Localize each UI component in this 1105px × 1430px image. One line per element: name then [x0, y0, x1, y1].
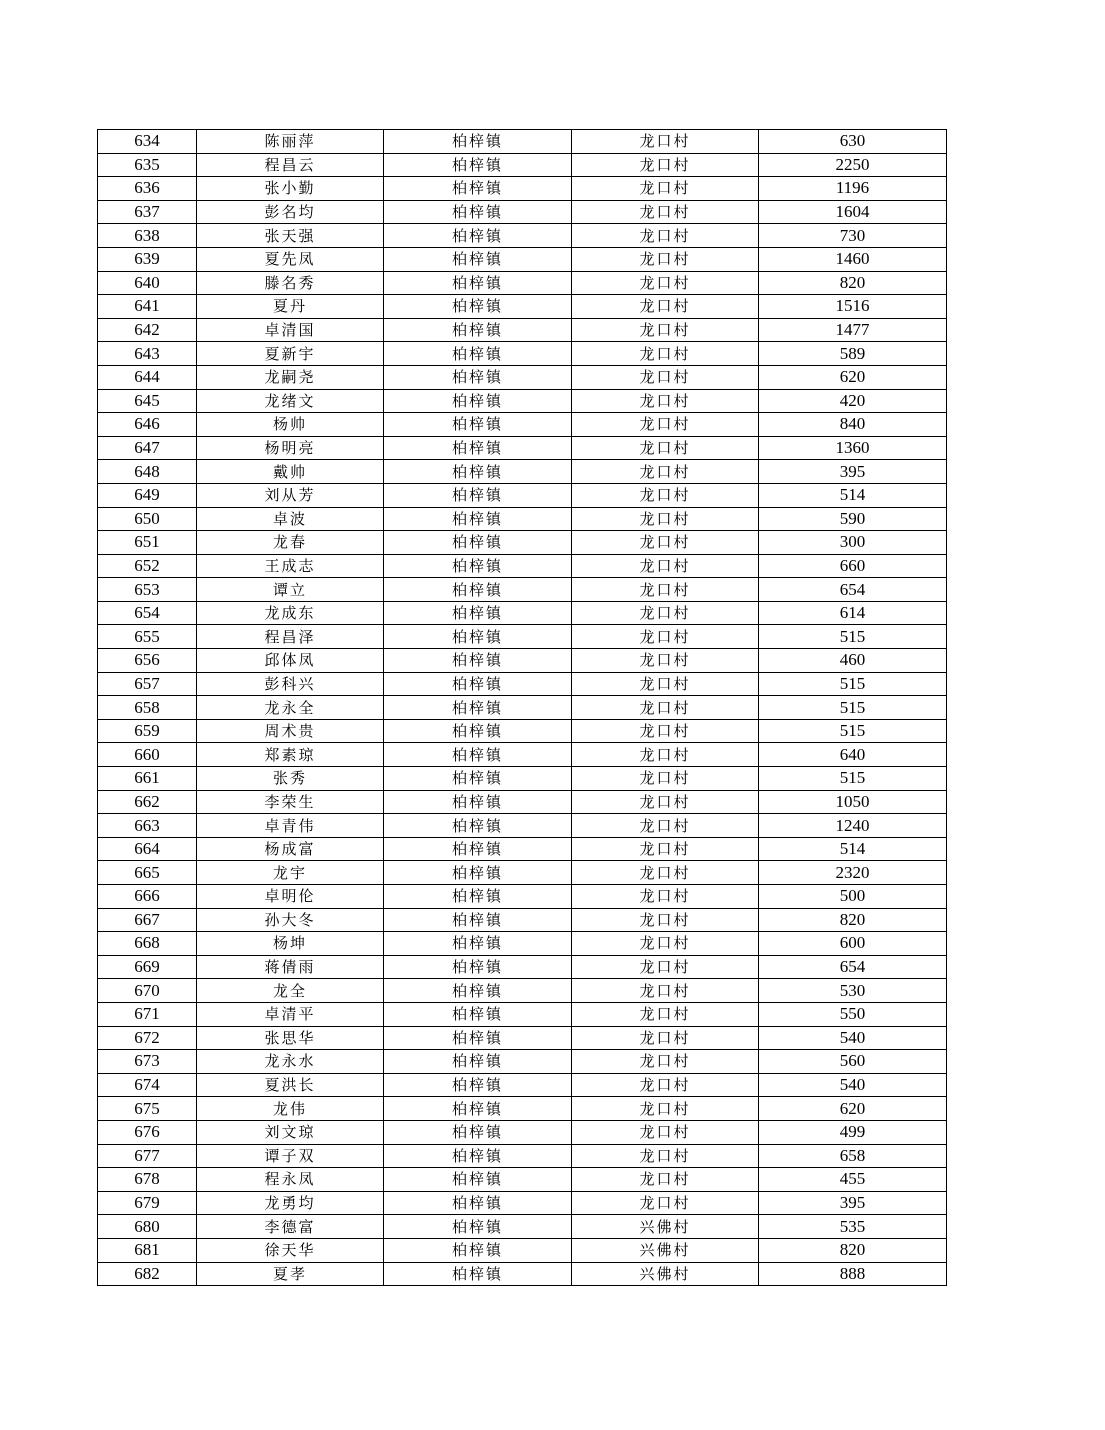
cell-amount: 540: [759, 1026, 947, 1050]
cell-number: 635: [98, 153, 197, 177]
table-row: [98, 1002, 947, 1026]
table-row: [98, 908, 947, 932]
cell-village: 龙口村: [572, 342, 759, 366]
cell-village: 龙口村: [572, 271, 759, 295]
table-row: [98, 790, 947, 814]
cell-town: 柏梓镇: [384, 271, 572, 295]
cell-amount: 840: [759, 413, 947, 437]
cell-name: 杨成富: [197, 837, 384, 861]
cell-number: 681: [98, 1238, 197, 1262]
cell-name: 夏先凤: [197, 247, 384, 271]
cell-amount: 1604: [759, 200, 947, 224]
cell-name: 龙嗣尧: [197, 365, 384, 389]
cell-town: 柏梓镇: [384, 672, 572, 696]
cell-amount: 395: [759, 460, 947, 484]
cell-number: 661: [98, 767, 197, 791]
cell-town: 柏梓镇: [384, 1026, 572, 1050]
table-row: [98, 1120, 947, 1144]
cell-amount: 2320: [759, 861, 947, 885]
cell-town: 柏梓镇: [384, 932, 572, 956]
cell-village: 兴佛村: [572, 1262, 759, 1286]
cell-town: 柏梓镇: [384, 483, 572, 507]
table-row: [98, 318, 947, 342]
cell-town: 柏梓镇: [384, 130, 572, 154]
table-row: [98, 979, 947, 1003]
cell-town: 柏梓镇: [384, 460, 572, 484]
cell-number: 666: [98, 885, 197, 909]
cell-village: 龙口村: [572, 365, 759, 389]
cell-town: 柏梓镇: [384, 507, 572, 531]
cell-village: 龙口村: [572, 979, 759, 1003]
cell-village: 龙口村: [572, 696, 759, 720]
cell-village: 龙口村: [572, 790, 759, 814]
cell-name: 卓波: [197, 507, 384, 531]
cell-town: 柏梓镇: [384, 578, 572, 602]
cell-town: 柏梓镇: [384, 1073, 572, 1097]
cell-name: 程昌云: [197, 153, 384, 177]
cell-town: 柏梓镇: [384, 531, 572, 555]
table-row: [98, 649, 947, 673]
cell-village: 龙口村: [572, 507, 759, 531]
cell-village: 龙口村: [572, 460, 759, 484]
cell-name: 邱体凤: [197, 649, 384, 673]
cell-name: 张思华: [197, 1026, 384, 1050]
table-row: [98, 247, 947, 271]
cell-number: 643: [98, 342, 197, 366]
cell-number: 657: [98, 672, 197, 696]
cell-number: 648: [98, 460, 197, 484]
table-row: [98, 672, 947, 696]
table-row: [98, 932, 947, 956]
cell-town: 柏梓镇: [384, 1120, 572, 1144]
table-row: [98, 719, 947, 743]
cell-number: 646: [98, 413, 197, 437]
cell-amount: 530: [759, 979, 947, 1003]
cell-amount: 888: [759, 1262, 947, 1286]
cell-name: 夏新宇: [197, 342, 384, 366]
table-row: [98, 1191, 947, 1215]
cell-town: 柏梓镇: [384, 814, 572, 838]
cell-amount: 499: [759, 1120, 947, 1144]
cell-name: 卓清平: [197, 1002, 384, 1026]
cell-amount: 630: [759, 130, 947, 154]
table-row: [98, 177, 947, 201]
cell-town: 柏梓镇: [384, 696, 572, 720]
table-row: [98, 743, 947, 767]
cell-amount: 515: [759, 672, 947, 696]
table-row: [98, 507, 947, 531]
table-row: [98, 861, 947, 885]
cell-number: 680: [98, 1215, 197, 1239]
cell-village: 龙口村: [572, 318, 759, 342]
cell-number: 671: [98, 1002, 197, 1026]
cell-name: 谭子双: [197, 1144, 384, 1168]
cell-name: 卓明伦: [197, 885, 384, 909]
cell-name: 夏丹: [197, 295, 384, 319]
cell-village: 龙口村: [572, 601, 759, 625]
cell-village: 兴佛村: [572, 1238, 759, 1262]
cell-name: 龙永全: [197, 696, 384, 720]
cell-number: 644: [98, 365, 197, 389]
cell-name: 张天强: [197, 224, 384, 248]
cell-amount: 654: [759, 578, 947, 602]
cell-name: 卓青伟: [197, 814, 384, 838]
cell-amount: 658: [759, 1144, 947, 1168]
cell-village: 龙口村: [572, 224, 759, 248]
table-row: [98, 885, 947, 909]
table-row: [98, 1262, 947, 1286]
cell-amount: 460: [759, 649, 947, 673]
cell-amount: 1360: [759, 436, 947, 460]
cell-town: 柏梓镇: [384, 247, 572, 271]
cell-village: 龙口村: [572, 932, 759, 956]
cell-town: 柏梓镇: [384, 1168, 572, 1192]
cell-number: 658: [98, 696, 197, 720]
cell-town: 柏梓镇: [384, 365, 572, 389]
table-row: [98, 130, 947, 154]
cell-amount: 395: [759, 1191, 947, 1215]
table-row: [98, 814, 947, 838]
cell-number: 664: [98, 837, 197, 861]
cell-village: 龙口村: [572, 885, 759, 909]
cell-name: 郑素琼: [197, 743, 384, 767]
cell-town: 柏梓镇: [384, 177, 572, 201]
cell-village: 龙口村: [572, 436, 759, 460]
cell-amount: 1196: [759, 177, 947, 201]
cell-number: 669: [98, 955, 197, 979]
roster-table-body: [98, 130, 947, 1286]
cell-village: 龙口村: [572, 531, 759, 555]
table-row: [98, 1097, 947, 1121]
cell-name: 谭立: [197, 578, 384, 602]
cell-town: 柏梓镇: [384, 885, 572, 909]
cell-name: 杨明亮: [197, 436, 384, 460]
cell-amount: 614: [759, 601, 947, 625]
table-row: [98, 531, 947, 555]
cell-amount: 560: [759, 1050, 947, 1074]
cell-number: 673: [98, 1050, 197, 1074]
cell-village: 龙口村: [572, 130, 759, 154]
cell-amount: 730: [759, 224, 947, 248]
cell-town: 柏梓镇: [384, 908, 572, 932]
table-row: [98, 295, 947, 319]
cell-number: 647: [98, 436, 197, 460]
table-row: [98, 625, 947, 649]
cell-number: 654: [98, 601, 197, 625]
cell-village: 龙口村: [572, 177, 759, 201]
cell-amount: 1460: [759, 247, 947, 271]
cell-amount: 300: [759, 531, 947, 555]
table-row: [98, 153, 947, 177]
cell-town: 柏梓镇: [384, 861, 572, 885]
cell-name: 蒋倩雨: [197, 955, 384, 979]
cell-village: 龙口村: [572, 389, 759, 413]
cell-name: 张小勤: [197, 177, 384, 201]
cell-name: 龙永水: [197, 1050, 384, 1074]
cell-town: 柏梓镇: [384, 1262, 572, 1286]
cell-town: 柏梓镇: [384, 625, 572, 649]
table-row: [98, 1050, 947, 1074]
table-row: [98, 837, 947, 861]
cell-number: 675: [98, 1097, 197, 1121]
cell-amount: 2250: [759, 153, 947, 177]
cell-name: 龙伟: [197, 1097, 384, 1121]
cell-number: 645: [98, 389, 197, 413]
cell-amount: 500: [759, 885, 947, 909]
table-row: [98, 601, 947, 625]
cell-name: 龙春: [197, 531, 384, 555]
cell-amount: 1516: [759, 295, 947, 319]
cell-number: 651: [98, 531, 197, 555]
cell-amount: 515: [759, 767, 947, 791]
cell-village: 龙口村: [572, 1073, 759, 1097]
cell-town: 柏梓镇: [384, 436, 572, 460]
cell-town: 柏梓镇: [384, 649, 572, 673]
cell-village: 龙口村: [572, 625, 759, 649]
cell-number: 650: [98, 507, 197, 531]
cell-amount: 515: [759, 696, 947, 720]
cell-number: 682: [98, 1262, 197, 1286]
cell-town: 柏梓镇: [384, 979, 572, 1003]
cell-name: 戴帅: [197, 460, 384, 484]
cell-number: 655: [98, 625, 197, 649]
table-row: [98, 389, 947, 413]
cell-village: 龙口村: [572, 153, 759, 177]
cell-amount: 455: [759, 1168, 947, 1192]
cell-name: 彭名均: [197, 200, 384, 224]
cell-amount: 660: [759, 554, 947, 578]
cell-village: 龙口村: [572, 1097, 759, 1121]
cell-amount: 589: [759, 342, 947, 366]
table-row: [98, 1073, 947, 1097]
cell-village: 龙口村: [572, 837, 759, 861]
cell-name: 孙大冬: [197, 908, 384, 932]
cell-name: 龙全: [197, 979, 384, 1003]
table-row: [98, 1238, 947, 1262]
cell-name: 李荣生: [197, 790, 384, 814]
cell-amount: 1477: [759, 318, 947, 342]
cell-number: 665: [98, 861, 197, 885]
cell-town: 柏梓镇: [384, 554, 572, 578]
cell-village: 龙口村: [572, 1191, 759, 1215]
cell-number: 660: [98, 743, 197, 767]
cell-village: 龙口村: [572, 649, 759, 673]
cell-village: 龙口村: [572, 200, 759, 224]
cell-town: 柏梓镇: [384, 318, 572, 342]
table-row: [98, 1215, 947, 1239]
cell-number: 656: [98, 649, 197, 673]
cell-town: 柏梓镇: [384, 743, 572, 767]
cell-amount: 515: [759, 625, 947, 649]
cell-number: 670: [98, 979, 197, 1003]
cell-village: 龙口村: [572, 1120, 759, 1144]
cell-name: 龙勇均: [197, 1191, 384, 1215]
cell-name: 刘从芳: [197, 483, 384, 507]
cell-amount: 820: [759, 1238, 947, 1262]
cell-number: 649: [98, 483, 197, 507]
cell-name: 杨帅: [197, 413, 384, 437]
cell-name: 程永凤: [197, 1168, 384, 1192]
cell-amount: 820: [759, 271, 947, 295]
table-row: [98, 1026, 947, 1050]
cell-number: 677: [98, 1144, 197, 1168]
cell-village: 龙口村: [572, 1168, 759, 1192]
cell-village: 龙口村: [572, 1026, 759, 1050]
cell-amount: 514: [759, 837, 947, 861]
cell-village: 龙口村: [572, 672, 759, 696]
cell-village: 龙口村: [572, 295, 759, 319]
cell-number: 652: [98, 554, 197, 578]
cell-name: 彭科兴: [197, 672, 384, 696]
cell-town: 柏梓镇: [384, 295, 572, 319]
cell-number: 638: [98, 224, 197, 248]
cell-name: 夏孝: [197, 1262, 384, 1286]
cell-amount: 640: [759, 743, 947, 767]
cell-town: 柏梓镇: [384, 200, 572, 224]
cell-amount: 1050: [759, 790, 947, 814]
cell-amount: 514: [759, 483, 947, 507]
table-row: [98, 342, 947, 366]
cell-name: 王成志: [197, 554, 384, 578]
cell-village: 龙口村: [572, 578, 759, 602]
cell-amount: 540: [759, 1073, 947, 1097]
table-row: [98, 955, 947, 979]
cell-name: 周术贵: [197, 719, 384, 743]
cell-village: 龙口村: [572, 861, 759, 885]
cell-number: 663: [98, 814, 197, 838]
cell-number: 640: [98, 271, 197, 295]
cell-amount: 1240: [759, 814, 947, 838]
table-row: [98, 554, 947, 578]
cell-name: 陈丽萍: [197, 130, 384, 154]
cell-village: 龙口村: [572, 1002, 759, 1026]
cell-name: 卓清国: [197, 318, 384, 342]
cell-town: 柏梓镇: [384, 790, 572, 814]
cell-name: 龙绪文: [197, 389, 384, 413]
cell-village: 龙口村: [572, 719, 759, 743]
cell-number: 642: [98, 318, 197, 342]
cell-name: 张秀: [197, 767, 384, 791]
table-row: [98, 483, 947, 507]
cell-name: 程昌泽: [197, 625, 384, 649]
table-row: [98, 365, 947, 389]
cell-amount: 535: [759, 1215, 947, 1239]
table-row: [98, 767, 947, 791]
cell-town: 柏梓镇: [384, 389, 572, 413]
cell-number: 679: [98, 1191, 197, 1215]
cell-town: 柏梓镇: [384, 1002, 572, 1026]
cell-town: 柏梓镇: [384, 719, 572, 743]
cell-amount: 620: [759, 1097, 947, 1121]
cell-town: 柏梓镇: [384, 224, 572, 248]
cell-number: 668: [98, 932, 197, 956]
cell-number: 676: [98, 1120, 197, 1144]
cell-village: 龙口村: [572, 767, 759, 791]
cell-number: 641: [98, 295, 197, 319]
cell-town: 柏梓镇: [384, 153, 572, 177]
cell-town: 柏梓镇: [384, 837, 572, 861]
cell-number: 678: [98, 1168, 197, 1192]
table-row: [98, 578, 947, 602]
cell-name: 杨坤: [197, 932, 384, 956]
table-row: [98, 224, 947, 248]
cell-name: 夏洪长: [197, 1073, 384, 1097]
cell-village: 龙口村: [572, 554, 759, 578]
cell-number: 672: [98, 1026, 197, 1050]
cell-village: 龙口村: [572, 483, 759, 507]
cell-amount: 420: [759, 389, 947, 413]
roster-table: [97, 129, 947, 1286]
cell-town: 柏梓镇: [384, 1050, 572, 1074]
table-row: [98, 200, 947, 224]
cell-town: 柏梓镇: [384, 1215, 572, 1239]
cell-village: 龙口村: [572, 743, 759, 767]
cell-number: 659: [98, 719, 197, 743]
cell-amount: 515: [759, 719, 947, 743]
cell-town: 柏梓镇: [384, 1097, 572, 1121]
cell-village: 龙口村: [572, 247, 759, 271]
cell-name: 龙成东: [197, 601, 384, 625]
cell-village: 龙口村: [572, 955, 759, 979]
cell-town: 柏梓镇: [384, 1238, 572, 1262]
cell-number: 636: [98, 177, 197, 201]
cell-name: 龙宇: [197, 861, 384, 885]
cell-number: 639: [98, 247, 197, 271]
cell-number: 674: [98, 1073, 197, 1097]
cell-town: 柏梓镇: [384, 1191, 572, 1215]
cell-village: 龙口村: [572, 908, 759, 932]
cell-village: 兴佛村: [572, 1215, 759, 1239]
cell-name: 刘文琼: [197, 1120, 384, 1144]
cell-name: 滕名秀: [197, 271, 384, 295]
cell-town: 柏梓镇: [384, 413, 572, 437]
cell-town: 柏梓镇: [384, 342, 572, 366]
cell-amount: 590: [759, 507, 947, 531]
cell-town: 柏梓镇: [384, 1144, 572, 1168]
cell-amount: 600: [759, 932, 947, 956]
table-row: [98, 271, 947, 295]
cell-amount: 550: [759, 1002, 947, 1026]
cell-town: 柏梓镇: [384, 767, 572, 791]
table-row: [98, 1144, 947, 1168]
cell-town: 柏梓镇: [384, 955, 572, 979]
cell-number: 637: [98, 200, 197, 224]
table-row: [98, 413, 947, 437]
table-row: [98, 436, 947, 460]
cell-amount: 620: [759, 365, 947, 389]
cell-village: 龙口村: [572, 814, 759, 838]
cell-amount: 654: [759, 955, 947, 979]
cell-amount: 820: [759, 908, 947, 932]
cell-village: 龙口村: [572, 413, 759, 437]
cell-number: 634: [98, 130, 197, 154]
cell-number: 662: [98, 790, 197, 814]
cell-number: 667: [98, 908, 197, 932]
cell-number: 653: [98, 578, 197, 602]
table-row: [98, 460, 947, 484]
table-row: [98, 1168, 947, 1192]
cell-town: 柏梓镇: [384, 601, 572, 625]
cell-village: 龙口村: [572, 1144, 759, 1168]
cell-name: 徐天华: [197, 1238, 384, 1262]
cell-village: 龙口村: [572, 1050, 759, 1074]
cell-name: 李德富: [197, 1215, 384, 1239]
table-row: [98, 696, 947, 720]
